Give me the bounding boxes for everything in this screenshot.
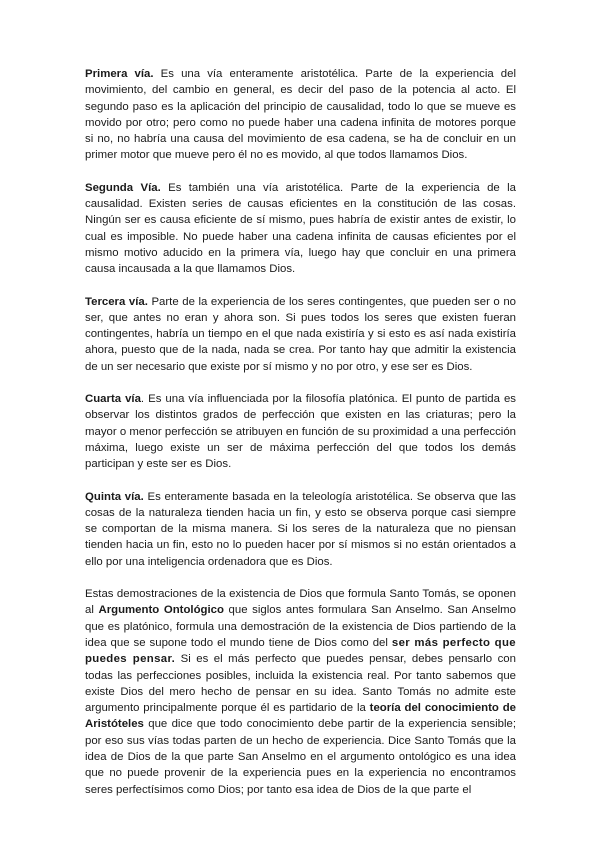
section-text: . Es una vía influenciada por la filosofía platónica. El punto de partida es observar los distintos grados de perfección que existen en las criaturas; pero la mayor o menor perfección se atribuyen en función de su proximidad a una perfección máxima, luego existe un ser de máxima perfección del que todos los demás participan y este ser es Dios.	[85, 393, 516, 471]
section-heading: Cuarta vía	[85, 393, 141, 406]
section-heading: Tercera vía.	[85, 295, 148, 308]
section-heading: Primera vía.	[85, 68, 154, 80]
teoria-conocimiento-term: teoría del conocimiento de Aristóteles	[85, 702, 516, 731]
paragraph-primera-via	[85, 66, 516, 164]
section-text: Parte de la experiencia de los seres contingentes, que pueden ser o no ser, que antes no eran y ahora son. Si pues todos los seres que existen fueran contingentes, habría un tiempo en el que nada existiría y si esto es así nada existiría ahora, puesto que de la nada, nada se crea. Por tanto hay que admitir la existencia de un ser necesario que existe por sí mismo y no por otro, y ese ser es Dios.	[85, 295, 517, 373]
paragraph-cuarta-via	[85, 391, 516, 472]
closing-text: que dice que todo conocimiento debe partir de la experiencia sensible; por eso sus vías todas parten de un hecho de experiencia. Dice Santo Tomás que la idea de Dios de la que parte San Anselmo en el argumento ontológico es una idea que no puede provenir de la experiencia pues en la experiencia no encontramos seres perfectísimos como Dios; por tanto esa idea de Dios de la que parte el	[85, 718, 516, 796]
closing-text: Si es el más perfecto que puedes pensar, debes pensarlo con todas las perfecciones posibles, incluida la existencia real. Por tanto sabemos que existe Dios del mero hecho de pensar en su idea. Santo Tomás no admite este argumento principalmente porque él es partidario de la	[85, 653, 516, 715]
section-text: Es una vía enteramente aristotélica. Parte de la experiencia del movimiento, del cambio en general, es decir del paso de la potencia al acto. El segundo paso es la aplicación del principio de causalidad, todo lo que se mueve es movido por otro; pero como no puede haber una cadena infinita de motores porque si no, no habría una causa del movimiento de esa cadena, se ha de concluir en un primer motor que mueve pero él no es movido, al que todos llamamos Dios.	[85, 68, 516, 162]
section-text: Es enteramente basada en la teleología aristotélica. Se observa que las cosas de la naturaleza tienden hacia un fin, y esto se observa porque casi siempre se comportan de la misma manera. Si los seres de la naturaleza que no piensan tienden hacia un fin, esto no lo pueden hacer por sí mismos si no están orientados a ello por una inteligencia ordenadora que es Dios.	[85, 490, 516, 568]
section-heading: Quinta vía.	[85, 490, 144, 503]
paragraph-quinta-via	[85, 489, 516, 570]
ser-mas-perfecto-term: ser más perfecto que puedes pensar.	[85, 636, 516, 666]
paragraph-closing	[85, 586, 516, 798]
section-text: Es también una vía aristotélica. Parte de la experiencia de la causalidad. Existen series de causas eficientes en la constitución de las cosas. Ningún ser es causa eficiente de sí mismo, pues habría de existir antes de existir, lo cual es imposible. No puede haber una cadena infinita de causas eficientes por el mismo motivo aducido en la primera vía, luego hay que concluir en una primera causa incausada a la que llamamos Dios.	[85, 181, 516, 276]
closing-text: que siglos antes formulara San Anselmo. San Anselmo que es platónico, formula una demostración de la existencia de Dios partiendo de la idea que se supone todo el mundo tiene de Dios como del	[85, 604, 516, 649]
closing-text: Estas demostraciones de la existencia de Dios que formula Santo Tomás, se oponen al	[85, 588, 516, 617]
argumento-ontologico-term: Argumento Ontológico	[98, 604, 224, 617]
paragraph-segunda-via	[85, 180, 516, 278]
paragraph-tercera-via	[85, 294, 516, 375]
section-heading: Segunda Vía.	[85, 181, 161, 194]
